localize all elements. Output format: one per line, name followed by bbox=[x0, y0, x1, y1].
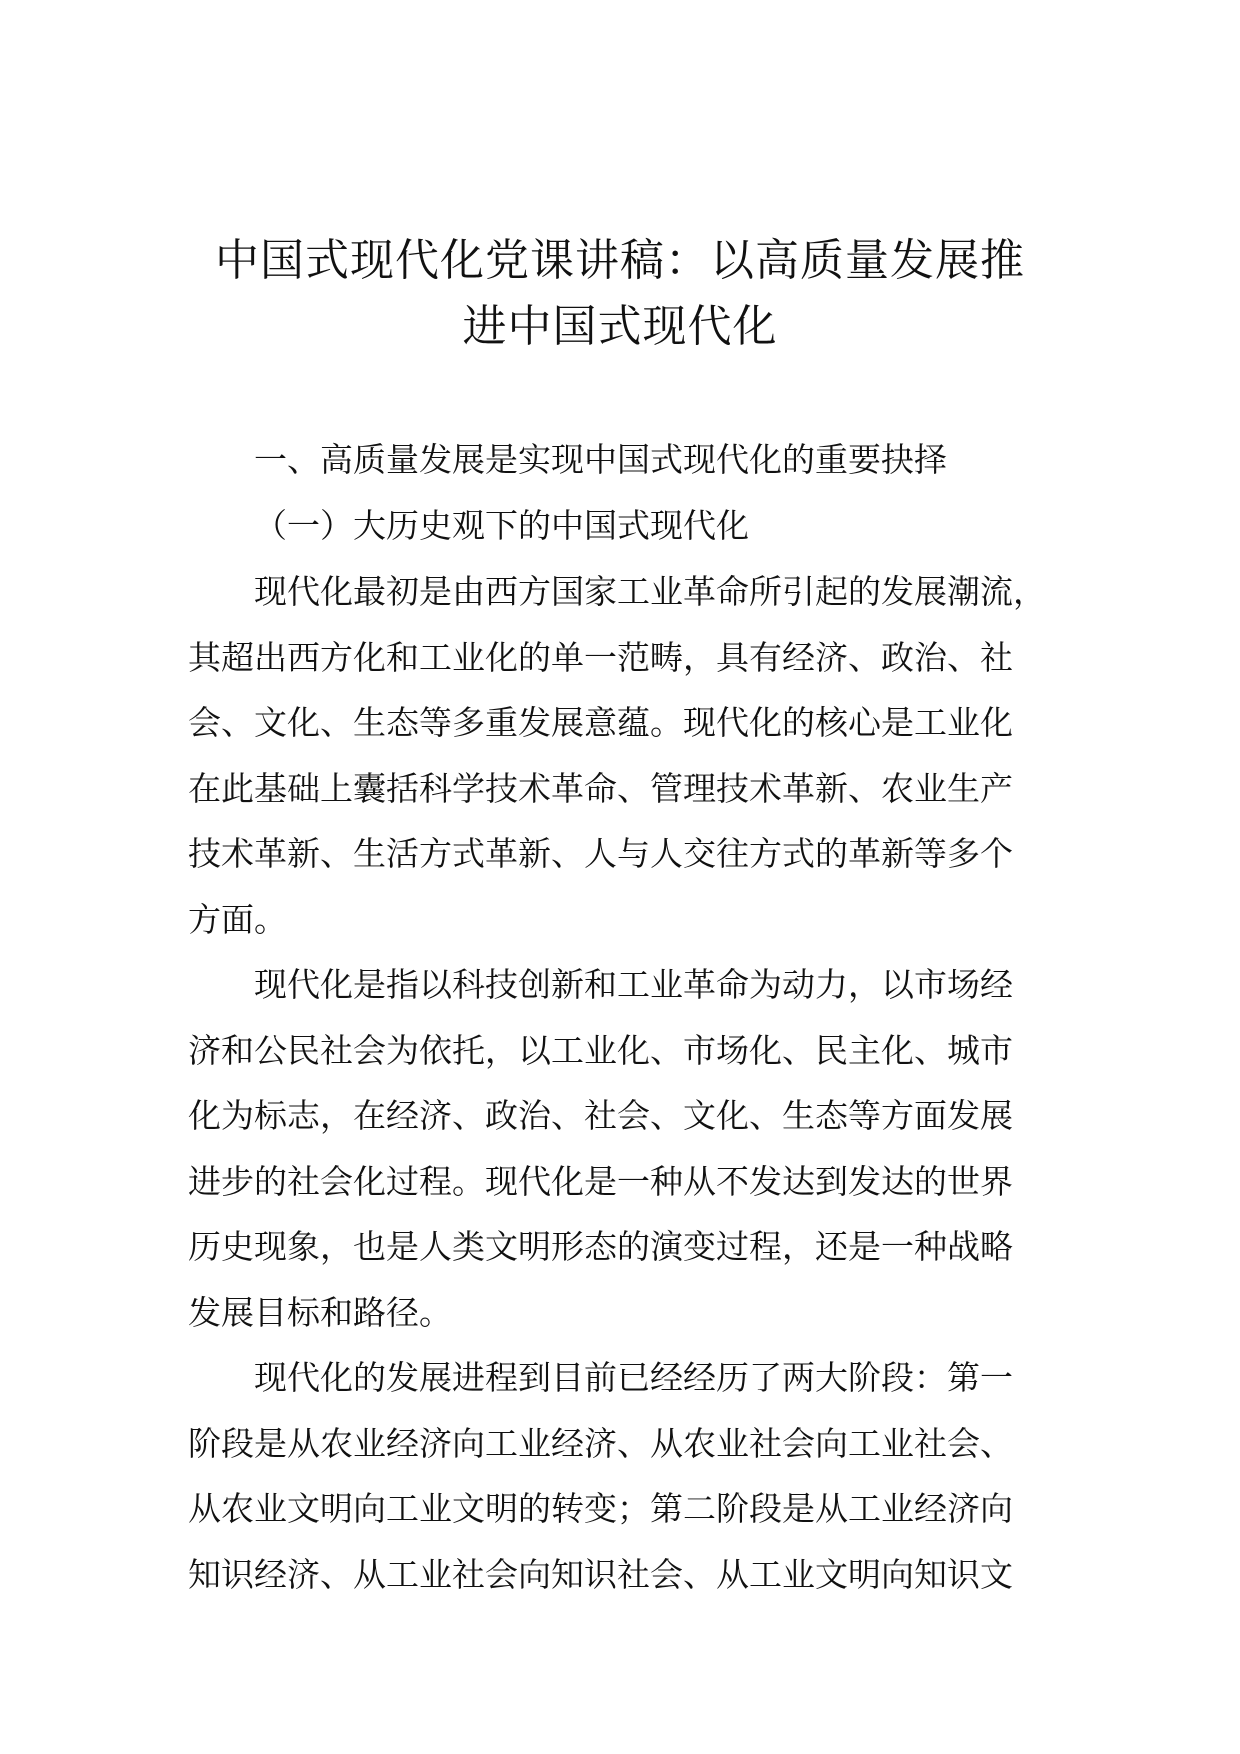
title-line-2: 进中国式现代化 bbox=[462, 301, 778, 352]
paragraph-3 bbox=[188, 1345, 1068, 1607]
paragraph-line: 阶段是从农业经济向工业经济、从农业社会向工业社会、 bbox=[188, 1423, 1013, 1463]
paragraph-line: 现代化的发展进程到目前已经经历了两大阶段：第一 bbox=[254, 1358, 1013, 1397]
paragraph-line: 会、文化、生态等多重发展意蕴。现代化的核心是工业化 bbox=[188, 703, 1013, 742]
paragraph-line: 在此基础上囊括科学技术革命、管理技术革新、农业生产 bbox=[188, 768, 1013, 808]
paragraph-line: 技术革新、生活方式革新、人与人交往方式的革新等多个 bbox=[188, 834, 1013, 873]
subsection-heading: （一）大历史观下的中国式现代化 bbox=[254, 506, 749, 545]
paragraph-line: 济和公民社会为依托，以工业化、市场化、民主化、城市 bbox=[188, 1030, 1013, 1070]
title-line-1: 中国式现代化党课讲稿：以高质量发展推 bbox=[215, 235, 1025, 286]
paragraph-line: 知识经济、从工业社会向知识社会、从工业文明向知识文 bbox=[188, 1554, 1013, 1594]
paragraph-line: 从农业文明向工业文明的转变；第二阶段是从工业经济向 bbox=[188, 1489, 1013, 1528]
paragraph-line: 现代化是指以科技创新和工业革命为动力，以市场经 bbox=[254, 965, 1013, 1004]
paragraph-line: 方面。 bbox=[188, 899, 287, 939]
document-body bbox=[188, 427, 1068, 1607]
paragraph-line: 现代化最初是由西方国家工业革命所引起的发展潮流， bbox=[254, 572, 1046, 611]
paragraph-line: 其超出西方化和工业化的单一范畴，具有经济、政治、社 bbox=[188, 637, 1013, 677]
section-heading: 一、高质量发展是实现中国式现代化的重要抉择 bbox=[254, 440, 947, 479]
paragraph-1 bbox=[188, 559, 1068, 952]
document-title bbox=[170, 228, 1070, 360]
paragraph-line: 发展目标和路径。 bbox=[188, 1292, 452, 1332]
paragraph-2 bbox=[188, 952, 1068, 1345]
paragraph-line: 历史现象，也是人类文明形态的演变过程，还是一种战略 bbox=[188, 1227, 1013, 1266]
paragraph-line: 进步的社会化过程。现代化是一种从不发达到发达的世界 bbox=[188, 1161, 1013, 1201]
paragraph-line: 化为标志，在经济、政治、社会、文化、生态等方面发展 bbox=[188, 1096, 1013, 1135]
